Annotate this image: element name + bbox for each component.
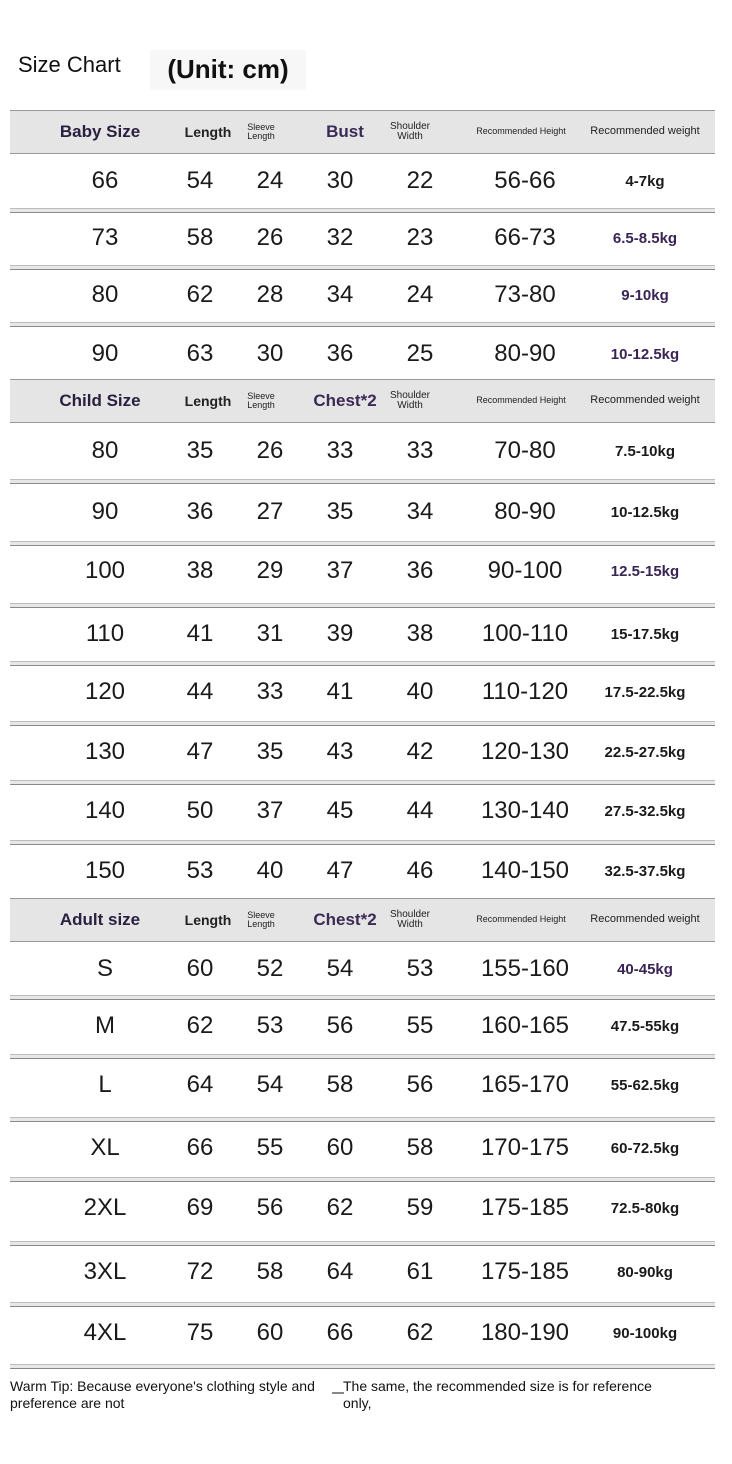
cell-recommended-height: 66-73 — [494, 224, 556, 251]
cell-recommended-height: 80-90 — [494, 498, 556, 525]
cell-length: 66 — [186, 1134, 214, 1161]
cell-sleeve-length: 27 — [256, 498, 284, 525]
cell-recommended-height: 70-80 — [494, 437, 556, 464]
cell-shoulder-width: 44 — [406, 797, 434, 824]
cell-recommended-weight: 10-12.5kg — [610, 503, 680, 521]
cell-chest: 56 — [326, 1012, 354, 1039]
cell-chest: 62 — [326, 1194, 354, 1221]
table-row — [10, 843, 715, 899]
warm-tip-left: Warm Tip: Because everyone's clothing style and preference are not — [10, 1378, 315, 1411]
cell-length: 53 — [186, 857, 214, 884]
column-recommended-weight: Recommended weight — [590, 394, 700, 407]
cell-recommended-weight: 80-90kg — [617, 1263, 673, 1281]
cell-chest: 39 — [326, 620, 354, 647]
cell-shoulder-width: 56 — [406, 1071, 434, 1098]
cell-length: 36 — [186, 498, 214, 525]
cell-length: 35 — [186, 437, 214, 464]
section-header — [10, 898, 715, 942]
cell-sleeve-length: 26 — [256, 224, 284, 251]
cell-length: 58 — [186, 224, 214, 251]
column-sleeve-length: Sleeve Length — [247, 121, 275, 141]
cell-chest: 32 — [326, 224, 354, 251]
cell-size: 4XL — [83, 1319, 127, 1346]
cell-shoulder-width: 23 — [406, 224, 434, 251]
cell-size: 80 — [91, 437, 119, 464]
cell-sleeve-length: 30 — [256, 340, 284, 367]
cell-shoulder-width: 58 — [406, 1134, 434, 1161]
row-separator — [10, 1364, 715, 1369]
cell-shoulder-width: 36 — [406, 557, 434, 584]
cell-sleeve-length: 35 — [256, 738, 284, 765]
cell-length: 62 — [186, 281, 214, 308]
cell-recommended-height: 80-90 — [494, 340, 556, 367]
column-shoulder-width: Shoulder Width — [389, 389, 431, 411]
cell-recommended-height: 165-170 — [480, 1071, 570, 1098]
cell-size: 90 — [91, 498, 119, 525]
cell-recommended-height: 73-80 — [494, 281, 556, 308]
cell-recommended-height: 180-190 — [480, 1319, 570, 1346]
cell-length: 47 — [186, 738, 214, 765]
cell-size: 80 — [91, 281, 119, 308]
cell-size: M — [95, 1012, 115, 1039]
table-row — [10, 1120, 715, 1176]
cell-sleeve-length: 31 — [256, 620, 284, 647]
row-separator — [10, 322, 715, 327]
cell-sleeve-length: 53 — [256, 1012, 284, 1039]
cell-shoulder-width: 33 — [406, 437, 434, 464]
cell-chest: 36 — [326, 340, 354, 367]
cell-shoulder-width: 46 — [406, 857, 434, 884]
table-row — [10, 484, 715, 540]
row-separator — [10, 265, 715, 270]
section-header — [10, 379, 715, 423]
cell-recommended-weight: 55-62.5kg — [610, 1076, 680, 1094]
cell-recommended-height: 100-110 — [481, 620, 569, 647]
cell-chest: 33 — [326, 437, 354, 464]
cell-recommended-height: 175-185 — [480, 1258, 570, 1285]
cell-chest: 58 — [326, 1071, 354, 1098]
cell-recommended-height: 90-100 — [487, 557, 563, 584]
cell-recommended-weight: 27.5-32.5kg — [604, 802, 686, 820]
cell-recommended-weight: 4-7kg — [625, 172, 665, 190]
cell-length: 75 — [186, 1319, 214, 1346]
cell-shoulder-width: 40 — [406, 678, 434, 705]
table-row — [10, 543, 715, 599]
cell-sleeve-length: 29 — [256, 557, 284, 584]
cell-sleeve-length: 54 — [256, 1071, 284, 1098]
cell-sleeve-length: 55 — [256, 1134, 284, 1161]
cell-sleeve-length: 33 — [256, 678, 284, 705]
column-sleeve-length: Sleeve Length — [247, 390, 275, 410]
cell-size: 130 — [84, 738, 126, 765]
cell-recommended-weight: 60-72.5kg — [610, 1139, 680, 1157]
cell-chest: 35 — [326, 498, 354, 525]
cell-size: 120 — [84, 678, 126, 705]
cell-size: S — [96, 955, 113, 982]
cell-sleeve-length: 56 — [256, 1194, 284, 1221]
cell-length: 50 — [186, 797, 214, 824]
row-separator — [10, 721, 715, 726]
table-row — [10, 326, 715, 382]
cell-shoulder-width: 59 — [406, 1194, 434, 1221]
column-recommended-height: Recommended Height — [476, 395, 566, 406]
table-row — [10, 783, 715, 839]
cell-length: 41 — [186, 620, 214, 647]
cell-size: 2XL — [83, 1194, 127, 1221]
table-row — [10, 724, 715, 780]
cell-size: 73 — [91, 224, 119, 251]
table-row — [10, 153, 715, 209]
cell-chest: 41 — [326, 678, 354, 705]
cell-recommended-height: 175-185 — [480, 1194, 570, 1221]
cell-sleeve-length: 52 — [256, 955, 284, 982]
cell-recommended-weight: 12.5-15kg — [610, 562, 680, 580]
cell-recommended-height: 170-175 — [480, 1134, 570, 1161]
cell-sleeve-length: 28 — [256, 281, 284, 308]
unit-label: (Unit: cm) — [150, 50, 306, 90]
cell-chest: 47 — [326, 857, 354, 884]
cell-size: 66 — [91, 167, 119, 194]
column-chest: Chest*2 — [313, 391, 377, 411]
row-separator — [10, 1241, 715, 1246]
cell-size: 110 — [85, 620, 125, 647]
cell-size: XL — [90, 1134, 120, 1161]
cell-recommended-weight: 6.5-8.5kg — [612, 229, 678, 247]
cell-sleeve-length: 24 — [256, 167, 284, 194]
cell-size: 100 — [84, 557, 126, 584]
table-row — [10, 998, 715, 1054]
row-separator — [10, 1117, 715, 1122]
cell-shoulder-width: 42 — [406, 738, 434, 765]
cell-recommended-weight: 22.5-27.5kg — [604, 743, 686, 761]
column-recommended-weight: Recommended weight — [590, 125, 700, 138]
cell-shoulder-width: 22 — [406, 167, 434, 194]
cell-size: 150 — [84, 857, 126, 884]
cell-sleeve-length: 40 — [256, 857, 284, 884]
cell-sleeve-length: 37 — [256, 797, 284, 824]
cell-shoulder-width: 53 — [406, 955, 434, 982]
cell-shoulder-width: 55 — [406, 1012, 434, 1039]
row-separator — [10, 1177, 715, 1182]
cell-recommended-weight: 10-12.5kg — [610, 345, 680, 363]
cell-sleeve-length: 58 — [256, 1258, 284, 1285]
cell-length: 44 — [186, 678, 214, 705]
table-row — [10, 664, 715, 720]
cell-recommended-height: 110-120 — [481, 678, 569, 705]
cell-length: 72 — [186, 1258, 214, 1285]
column-length: Length — [184, 911, 232, 928]
column-recommended-weight: Recommended weight — [590, 913, 700, 926]
cell-chest: 66 — [326, 1319, 354, 1346]
column-chest: Bust — [326, 122, 364, 142]
table-row — [10, 1305, 715, 1361]
column-chest: Chest*2 — [313, 910, 377, 930]
cell-recommended-height: 130-140 — [480, 797, 570, 824]
table-row — [10, 210, 715, 266]
cell-size: 3XL — [83, 1258, 127, 1285]
cell-recommended-weight: 40-45kg — [617, 960, 673, 978]
column-length: Length — [184, 392, 232, 409]
column-recommended-height: Recommended Height — [476, 126, 566, 137]
cell-chest: 64 — [326, 1258, 354, 1285]
section-label: Baby Size — [59, 122, 141, 142]
row-separator — [10, 780, 715, 785]
cell-recommended-weight: 17.5-22.5kg — [604, 683, 686, 701]
cell-recommended-weight: 90-100kg — [612, 1324, 678, 1342]
row-separator — [10, 603, 715, 608]
cell-length: 60 — [186, 955, 214, 982]
warm-tip-right: The same, the recommended size is for reference only, — [343, 1378, 652, 1411]
cell-length: 54 — [186, 167, 214, 194]
cell-chest: 34 — [326, 281, 354, 308]
cell-length: 64 — [186, 1071, 214, 1098]
cell-shoulder-width: 34 — [406, 498, 434, 525]
size-chart-title: Size Chart — [18, 52, 121, 77]
cell-recommended-height: 120-130 — [480, 738, 570, 765]
cell-length: 69 — [186, 1194, 214, 1221]
cell-sleeve-length: 60 — [256, 1319, 284, 1346]
row-separator — [10, 1302, 715, 1307]
cell-sleeve-length: 26 — [256, 437, 284, 464]
cell-recommended-weight: 15-17.5kg — [610, 625, 680, 643]
cell-recommended-weight: 47.5-55kg — [610, 1017, 680, 1035]
cell-size: 90 — [91, 340, 119, 367]
cell-size: 140 — [84, 797, 126, 824]
row-separator — [10, 541, 715, 546]
cell-recommended-height: 160-165 — [480, 1012, 570, 1039]
cell-recommended-height: 140-150 — [480, 857, 570, 884]
table-row — [10, 1244, 715, 1300]
row-separator — [10, 995, 715, 1000]
table-row — [10, 941, 715, 997]
table-row — [10, 423, 715, 479]
cell-chest: 37 — [326, 557, 354, 584]
cell-recommended-weight: 72.5-80kg — [610, 1199, 680, 1217]
table-row — [10, 606, 715, 662]
cell-chest: 30 — [326, 167, 354, 194]
cell-shoulder-width: 24 — [406, 281, 434, 308]
cell-recommended-weight: 9-10kg — [621, 286, 669, 304]
table-row — [10, 1057, 715, 1113]
column-length: Length — [184, 123, 232, 140]
row-separator — [10, 661, 715, 666]
cell-recommended-weight: 32.5-37.5kg — [604, 862, 686, 880]
table-row — [10, 1180, 715, 1236]
cell-chest: 54 — [326, 955, 354, 982]
table-row — [10, 267, 715, 323]
column-shoulder-width: Shoulder Width — [389, 120, 431, 142]
section-label: Child Size — [59, 391, 141, 411]
cell-chest: 60 — [326, 1134, 354, 1161]
cell-shoulder-width: 25 — [406, 340, 434, 367]
section-header — [10, 110, 715, 154]
row-separator — [10, 1054, 715, 1059]
cell-recommended-weight: 7.5-10kg — [614, 442, 676, 460]
cell-length: 38 — [186, 557, 214, 584]
row-separator — [10, 840, 715, 845]
cell-shoulder-width: 61 — [406, 1258, 434, 1285]
section-label: Adult size — [59, 910, 141, 930]
cell-size: L — [98, 1071, 112, 1098]
column-sleeve-length: Sleeve Length — [247, 909, 275, 929]
cell-recommended-height: 155-160 — [480, 955, 570, 982]
cell-recommended-height: 56-66 — [494, 167, 556, 194]
row-separator — [10, 208, 715, 213]
cell-shoulder-width: 62 — [406, 1319, 434, 1346]
column-recommended-height: Recommended Height — [476, 914, 566, 925]
cell-chest: 43 — [326, 738, 354, 765]
row-separator — [10, 479, 715, 484]
cell-shoulder-width: 38 — [406, 620, 434, 647]
cell-length: 62 — [186, 1012, 214, 1039]
cell-length: 63 — [186, 340, 214, 367]
column-shoulder-width: Shoulder Width — [389, 908, 431, 930]
cell-chest: 45 — [326, 797, 354, 824]
